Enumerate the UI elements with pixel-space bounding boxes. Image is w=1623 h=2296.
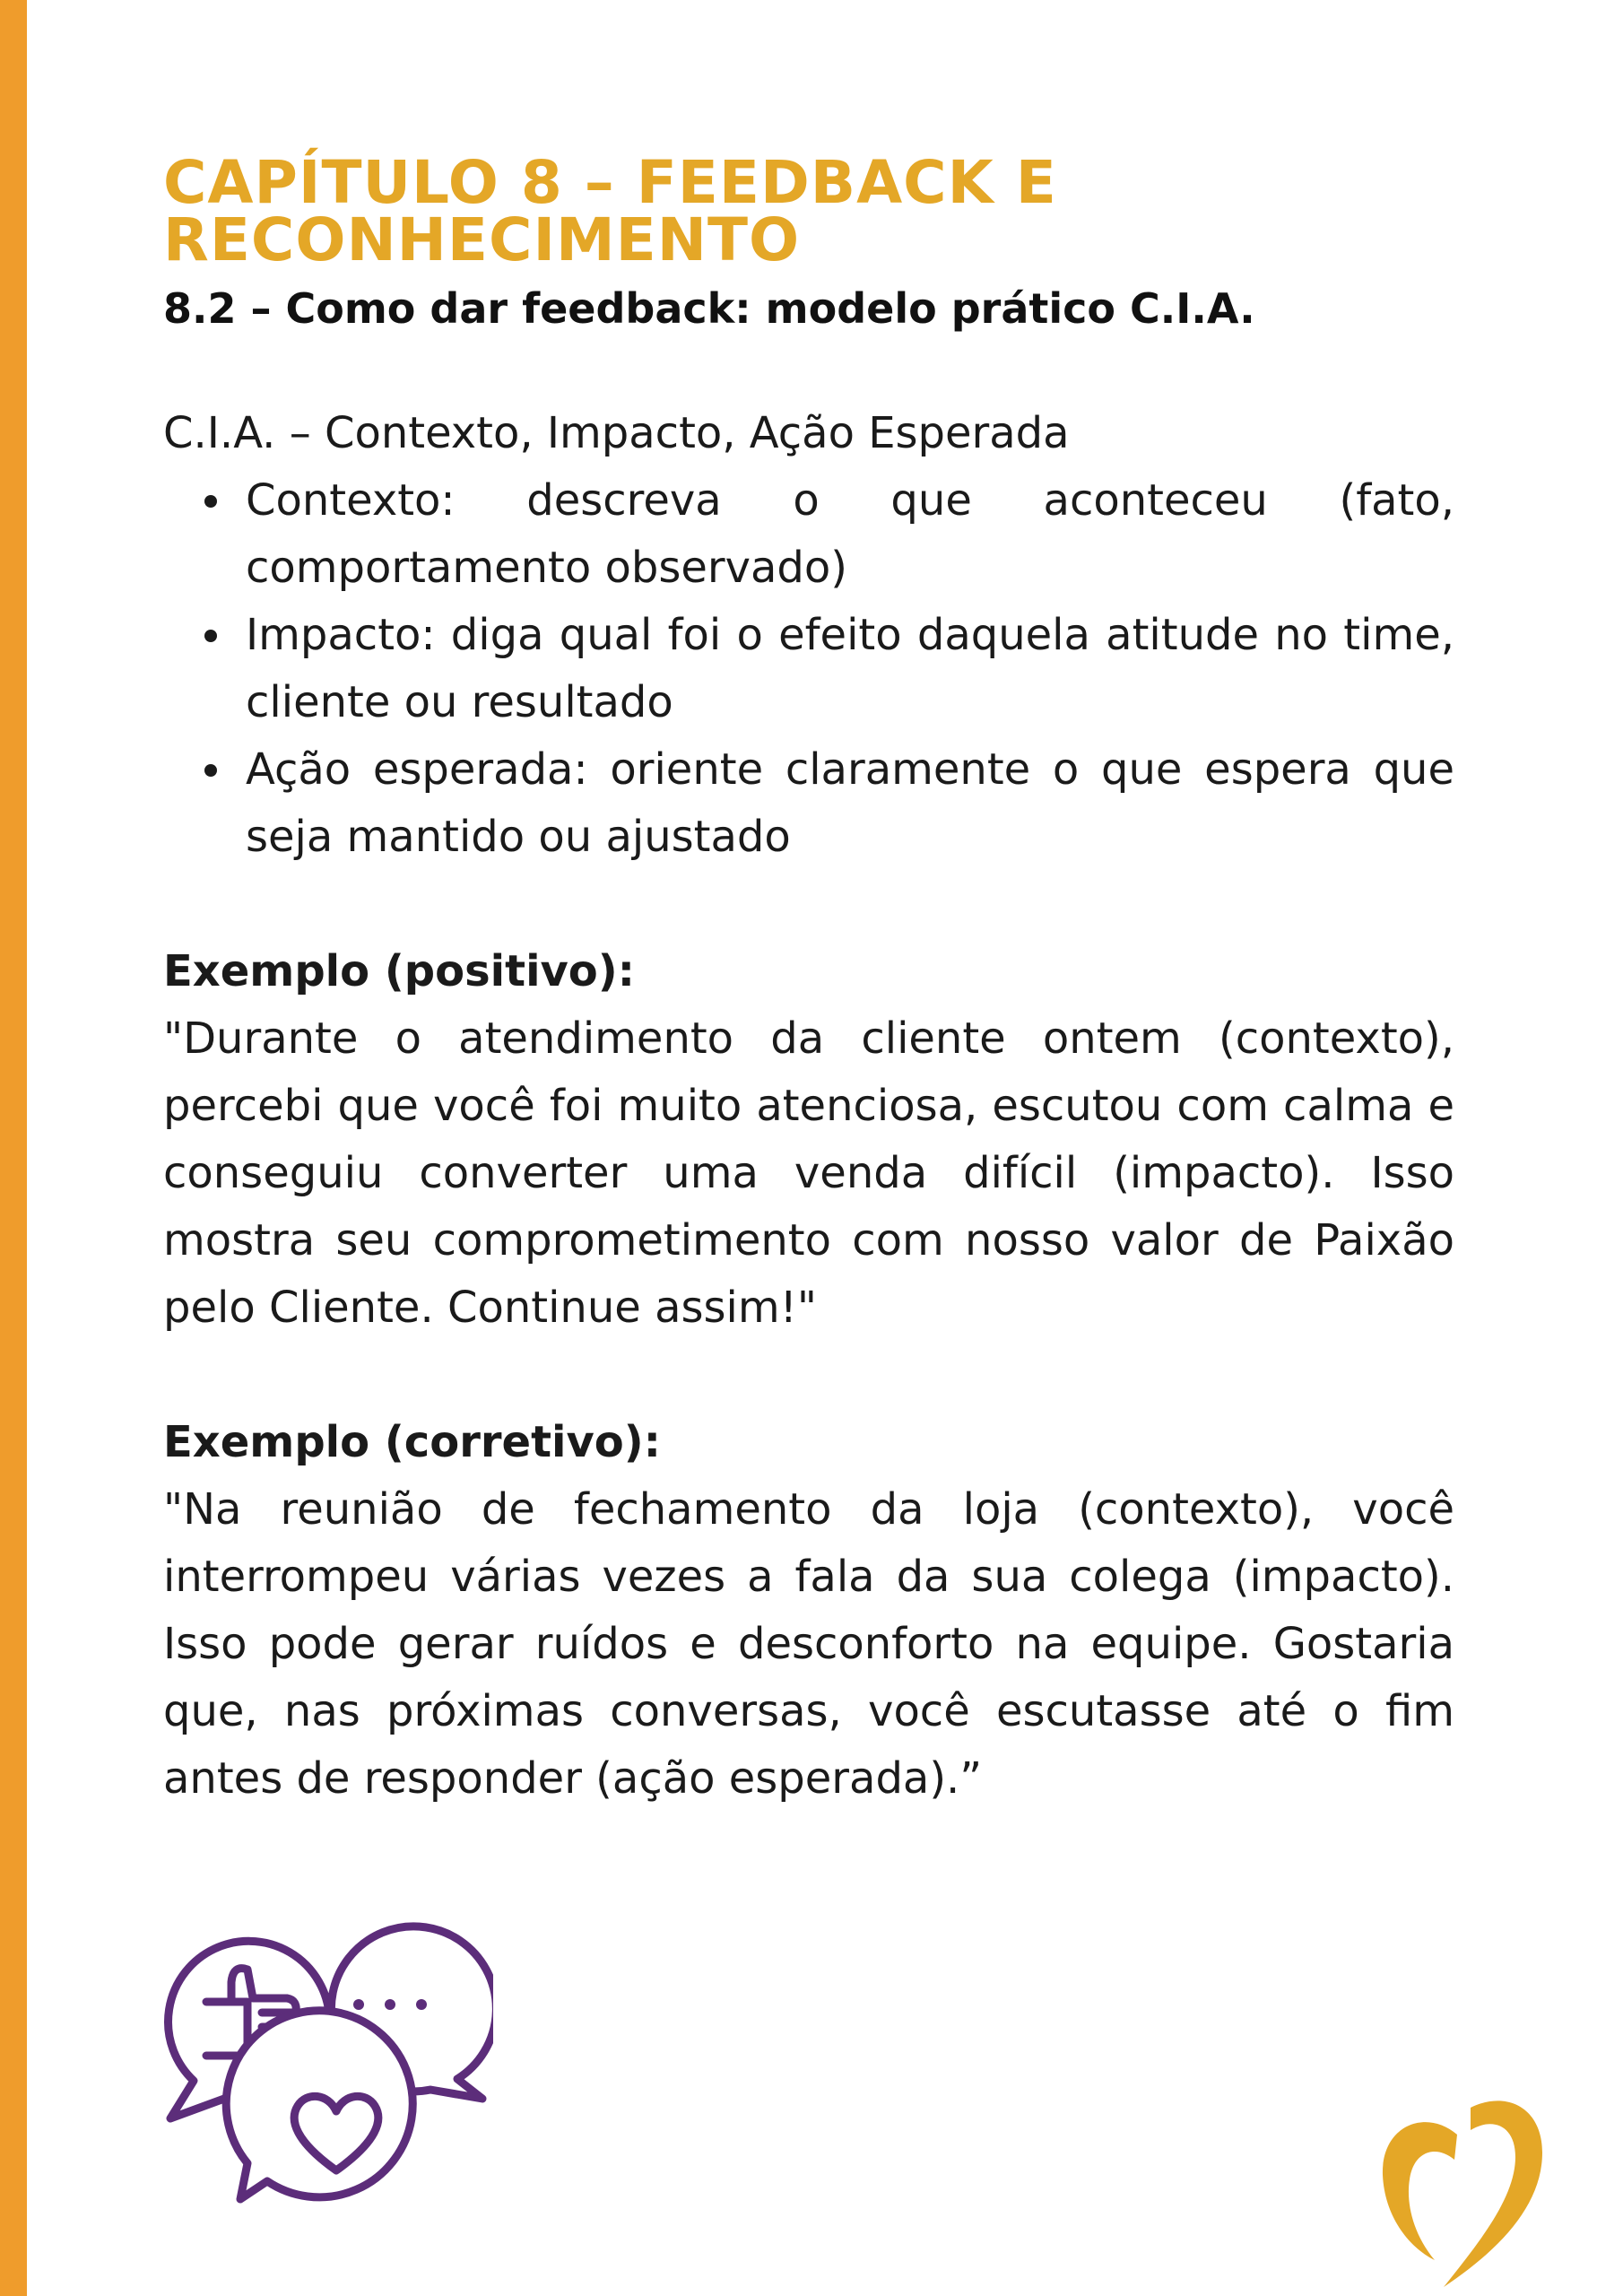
cia-item-text: Impacto: diga qual foi o efeito daquela atitude no time, cliente ou resultado <box>246 610 1454 727</box>
cia-item-text: Ação esperada: oriente claramente o que espera que seja mantido ou ajustado <box>246 744 1454 862</box>
bullet-icon <box>204 764 217 777</box>
cia-item-impact <box>246 602 1454 736</box>
cia-list <box>163 467 1454 871</box>
side-accent-bar <box>0 0 27 2296</box>
bullet-icon <box>204 630 217 642</box>
page-content <box>163 148 1454 1813</box>
bullet-icon <box>204 495 217 508</box>
chapter-title-line-1: CAPÍTULO 8 – FEEDBACK E <box>163 148 1057 217</box>
cia-item-text: Contexto: descreva o que aconteceu (fato, comportamento observado) <box>246 475 1454 593</box>
cia-item-action <box>246 736 1454 871</box>
heart-bubble-icon <box>226 2011 412 2199</box>
positive-example-text: "Durante o atendimento da cliente ontem (contexto), percebi que você foi muito atenciosa, escutou com calma e conseguiu converter uma venda difícil (impacto). Isso mostra seu comprometimento com nosso valor de Paixão pelo Cliente. Continue assim!" <box>163 1013 1454 1333</box>
feedback-bubbles-icon <box>161 1919 493 2206</box>
chapter-title-line-2: RECONHECIMENTO <box>163 205 801 274</box>
section-title: 8.2 – Como dar feedback: modelo prático C.I.A. <box>163 284 1255 333</box>
cia-item-context <box>246 467 1454 602</box>
corrective-example-heading: Exemplo (corretivo): <box>163 1417 661 1467</box>
positive-example-heading: Exemplo (positivo): <box>163 946 635 996</box>
chapter-title <box>163 148 1454 274</box>
corrective-example-text: "Na reunião de fechamento da loja (contexto), você interrompeu várias vezes a fala da sua colega (impacto). Isso pode gerar ruídos e desconforto na equipe. Gostaria que, nas próximas conversas, você escutasse até o fim antes de responder (ação esperada).” <box>163 1484 1454 1804</box>
cia-intro: C.I.A. – Contexto, Impacto, Ação Esperada <box>163 408 1070 458</box>
heart-logo-icon <box>1372 2090 1551 2296</box>
